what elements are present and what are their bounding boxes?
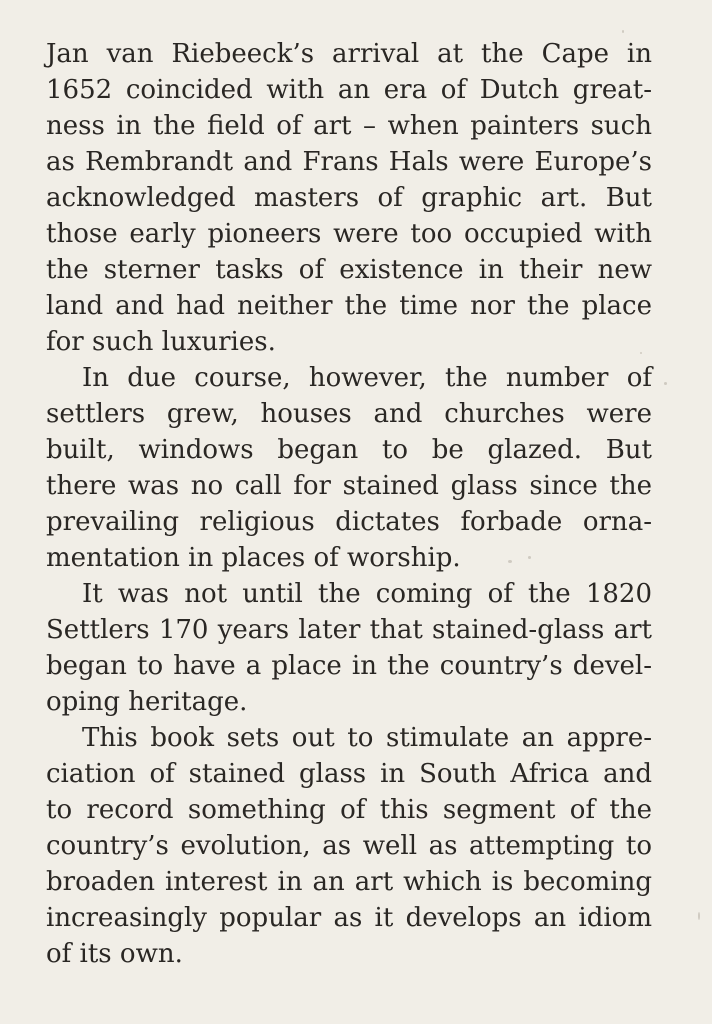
text-line: This book sets out to stimulate an appre- [82, 723, 652, 753]
text-line: there was no call for stained glass since the [46, 471, 652, 501]
text-line: as Rembrandt and Frans Hals were Europe’s [46, 147, 652, 177]
paper-speck [698, 912, 700, 920]
text-line: to record something of this segment of the [46, 795, 652, 825]
text-line: those early pioneers were too occupied with [46, 219, 652, 249]
paragraph-3 [46, 576, 652, 720]
text-line: increasingly popular as it develops an idiom [46, 903, 652, 933]
paper-speck [528, 556, 531, 559]
text-line: settlers grew, houses and churches were [46, 399, 652, 429]
text-line: Jan van Riebeeck’s arrival at the Cape in [46, 39, 652, 69]
text-line: prevailing religious dictates forbade orna- [46, 507, 652, 537]
text-line: ciation of stained glass in South Africa and [46, 759, 652, 789]
text-line: land and had neither the time nor the place [46, 291, 652, 321]
paragraph-1 [46, 36, 652, 360]
text-line: Settlers 170 years later that stained-glass art [46, 615, 652, 645]
paragraph-2 [46, 360, 652, 576]
text-line: broaden interest in an art which is becoming [46, 867, 652, 897]
text-line: began to have a place in the country’s devel- [46, 651, 652, 681]
text-line: 1652 coincided with an era of Dutch great- [46, 75, 652, 105]
text-line: It was not until the coming of the 1820 [82, 579, 652, 609]
text-line: mentation in places of worship. [46, 543, 461, 573]
text-line: for such luxuries. [46, 327, 276, 357]
body-text [46, 36, 652, 972]
paper-speck [508, 560, 512, 563]
text-line: oping heritage. [46, 687, 248, 717]
text-line: the sterner tasks of existence in their new [46, 255, 652, 285]
text-line: ness in the field of art – when painters such [46, 111, 652, 141]
text-line: In due course, however, the number of [82, 363, 652, 393]
paper-speck [640, 352, 642, 354]
paragraph-4 [46, 720, 652, 972]
text-line: built, windows began to be glazed. But [46, 435, 652, 465]
text-line: acknowledged masters of graphic art. But [46, 183, 652, 213]
text-line: country’s evolution, as well as attempting to [46, 831, 652, 861]
paper-speck [664, 382, 667, 385]
text-line: of its own. [46, 939, 183, 969]
paper-speck [622, 30, 624, 33]
